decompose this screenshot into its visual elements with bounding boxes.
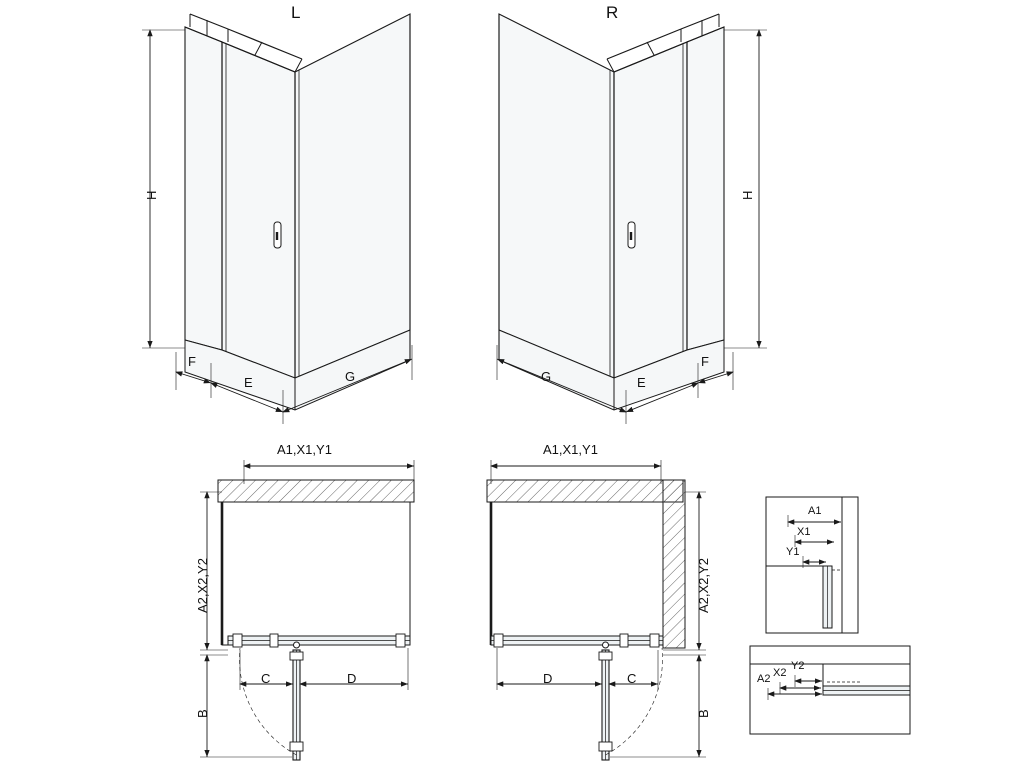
iso-view-left bbox=[142, 14, 412, 424]
iso-right-e-label: E bbox=[637, 375, 646, 390]
iso-left-g-label: G bbox=[345, 369, 356, 384]
detail-bottom-x2-label: X2 bbox=[773, 667, 787, 679]
iso-left-e-label: E bbox=[244, 375, 253, 390]
plan-right-side-dim-label: A2,X2,Y2 bbox=[696, 558, 711, 613]
detail-bottom-y2-label: Y2 bbox=[791, 660, 805, 672]
iso-left-f-label: F bbox=[188, 354, 196, 369]
plan-right-c-label: C bbox=[627, 671, 637, 686]
plan-left-top-dim-label: A1,X1,Y1 bbox=[277, 442, 332, 457]
detail-top-x1-label: X1 bbox=[797, 526, 811, 538]
plan-right-b-label: B bbox=[696, 709, 711, 718]
plan-left-side-dim-label: A2,X2,Y2 bbox=[195, 558, 210, 613]
iso-right-height-label: H bbox=[740, 190, 755, 200]
plan-right-d-label: D bbox=[543, 671, 553, 686]
detail-bottom-a2-label: A2 bbox=[757, 673, 771, 685]
iso-left-title: L bbox=[291, 3, 301, 22]
detail-top bbox=[766, 497, 858, 633]
plan-left-b-label: B bbox=[195, 709, 210, 718]
iso-left-height-label: H bbox=[144, 190, 159, 200]
plan-left-d-label: D bbox=[347, 671, 357, 686]
iso-right-f-label: F bbox=[701, 354, 709, 369]
detail-top-a1-label: A1 bbox=[808, 505, 822, 517]
detail-bottom bbox=[750, 646, 910, 734]
iso-view-right bbox=[497, 14, 767, 424]
plan-view-left bbox=[200, 460, 414, 760]
plan-view-right bbox=[487, 460, 706, 760]
iso-right-title: R bbox=[606, 3, 619, 22]
iso-right-g-label: G bbox=[541, 369, 552, 384]
plan-left-c-label: C bbox=[261, 671, 271, 686]
plan-right-top-dim-label: A1,X1,Y1 bbox=[543, 442, 598, 457]
detail-top-y1-label: Y1 bbox=[786, 546, 800, 558]
